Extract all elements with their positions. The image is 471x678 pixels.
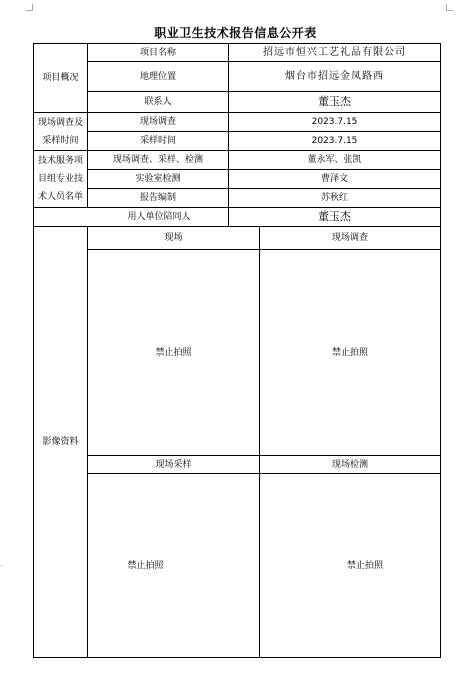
contact-label: 联系人 [144, 97, 172, 107]
survey-date: 2023.7.15 [311, 117, 358, 127]
project-name-label: 项目名称 [139, 47, 176, 58]
table-border [33, 657, 441, 658]
sampling-date: 2023.7.15 [311, 136, 358, 146]
panel-header-survey: 现场调查 [331, 233, 368, 243]
escort-label: 用人单位陪同人 [127, 212, 191, 222]
location-value: 烟台市招远金凤路西 [285, 70, 384, 82]
images-section-label: 影像资料 [42, 437, 79, 447]
page-corner-mark [26, 4, 33, 11]
document-title: 职业卫生技术报告信息公开表 [154, 26, 317, 40]
table-border [440, 43, 441, 658]
panel-header-testing: 现场检测 [331, 459, 368, 470]
contact-value: 董玉杰 [318, 95, 351, 108]
escort-value: 董玉杰 [318, 210, 351, 223]
project-name-value: 招远市恒兴工艺礼品有限公司 [263, 46, 406, 58]
staff-section-label-line1: 技术服务项 [37, 156, 83, 166]
panel-placeholder-survey: 禁止拍照 [331, 347, 368, 358]
lab-staff-value: 曹泽文 [320, 174, 348, 184]
panel-header-sampling: 现场采样 [155, 459, 192, 470]
panel-placeholder-testing: 禁止拍照 [346, 560, 383, 571]
staff-section-label-line3: 术人员名单 [37, 192, 83, 202]
page-corner-mark [446, 4, 453, 11]
survey-section-label-line1: 现场调查及 [37, 117, 83, 128]
report-staff-value: 苏秋红 [320, 193, 348, 203]
survey-section-label [34, 113, 87, 150]
sampling-label: 采样时间 [139, 136, 176, 146]
panel-header-site: 现场 [164, 233, 183, 243]
field-staff-value: 董永军、张凯 [307, 155, 362, 165]
report-staff-label: 报告编制 [139, 193, 176, 203]
staff-section-label-line2: 目组专业技 [37, 174, 83, 184]
staff-section-label [34, 151, 87, 207]
survey-label: 现场调查 [139, 117, 176, 127]
survey-section-label-line2: 采样时间 [42, 135, 79, 146]
field-staff-label: 现场调查、采样、检测 [112, 155, 203, 165]
project-section-label: 项目概况 [42, 73, 79, 83]
lab-staff-label: 实验室检测 [135, 174, 181, 184]
panel-placeholder-sampling: 禁止拍照 [127, 560, 164, 571]
panel-placeholder-site: 禁止拍照 [155, 347, 192, 358]
margin-marker-icon: ˯ [0, 558, 3, 568]
location-label: 地理位置 [139, 71, 176, 82]
